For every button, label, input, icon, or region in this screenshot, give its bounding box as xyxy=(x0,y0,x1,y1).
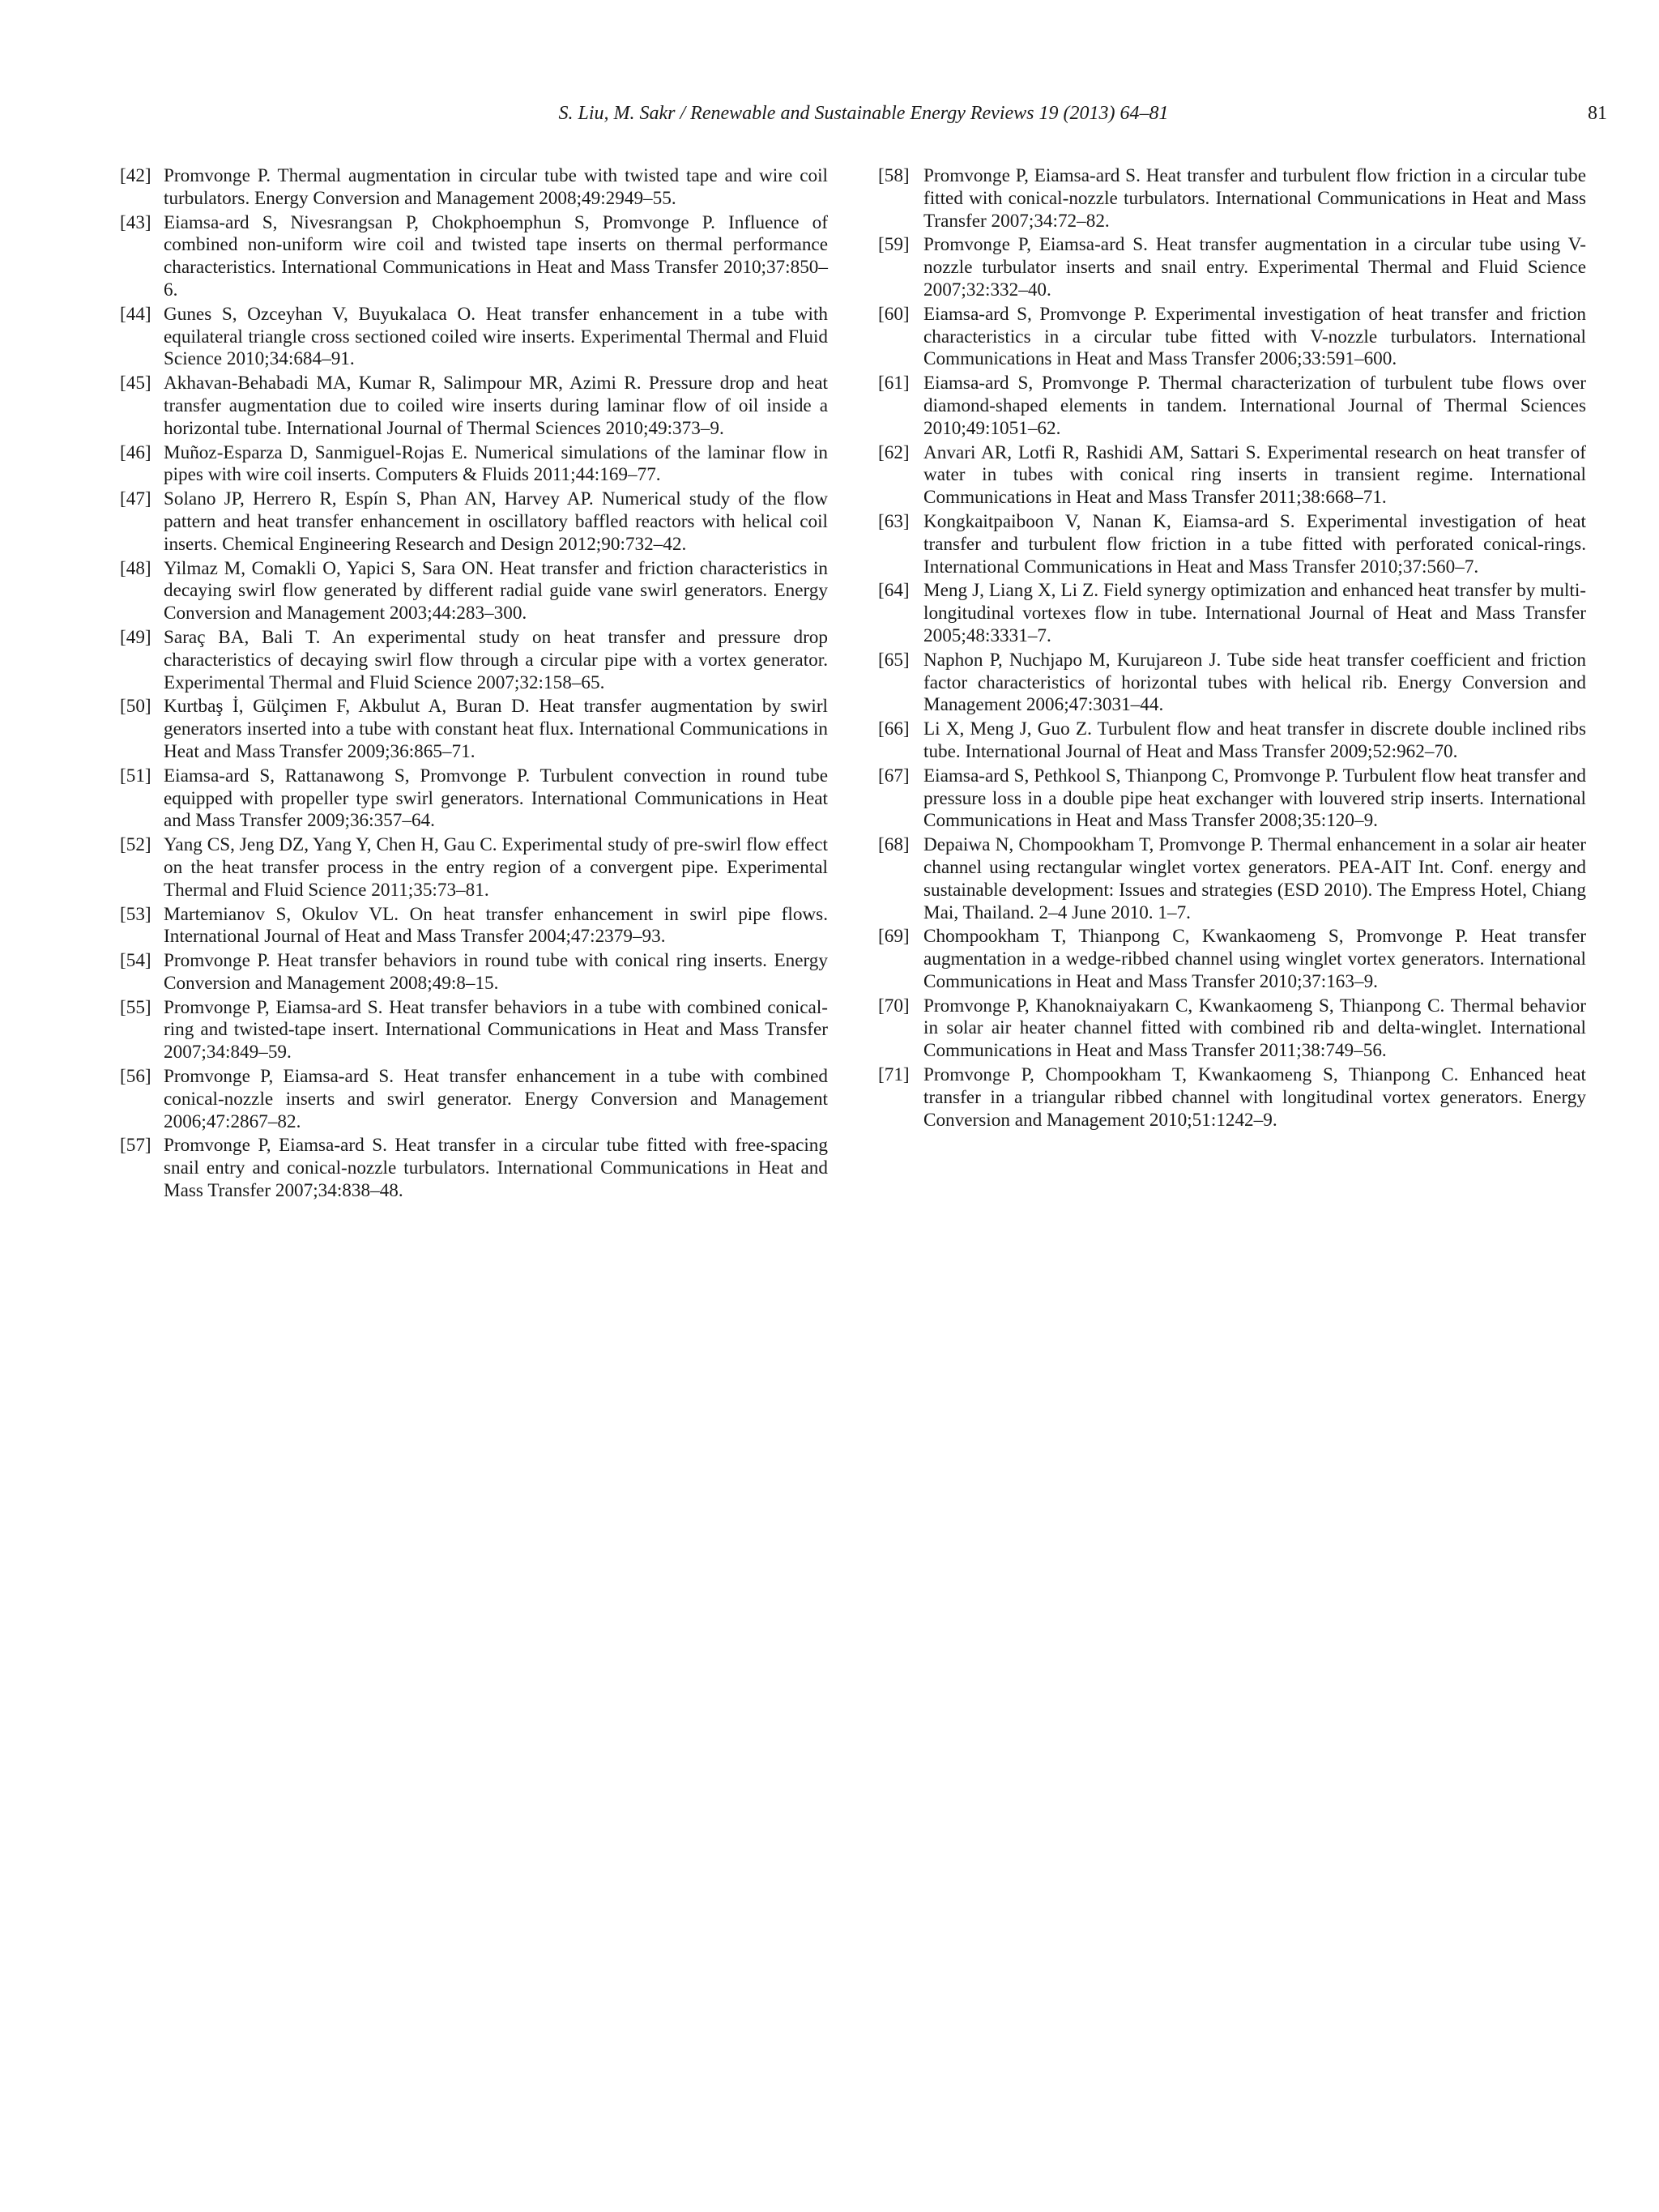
reference-item xyxy=(120,212,828,302)
reference-item xyxy=(120,627,828,694)
reference-item xyxy=(120,1066,828,1133)
reference-number: [58] xyxy=(878,165,910,186)
reference-item xyxy=(878,718,1586,764)
journal-citation: S. Liu, M. Sakr / Renewable and Sustainable Energy Reviews 19 (2013) 64–81 xyxy=(558,103,1169,124)
reference-text: Eiamsa-ard S, Rattanawong S, Promvonge P. Turbulent convection in round tube equipped with propeller type swirl generators. International Communications in Heat and Mass Transfer 2009;36:357–64. xyxy=(164,765,828,832)
reference-text: Meng J, Liang X, Li Z. Field synergy optimization and enhanced heat transfer by multi-longitudinal vortexes flow in tube. International Journal of Heat and Mass Transfer 2005;48:3331–7. xyxy=(923,580,1586,646)
reference-number: [53] xyxy=(120,903,151,925)
reference-item xyxy=(878,650,1586,717)
reference-number: [54] xyxy=(120,950,151,972)
reference-item xyxy=(120,696,828,763)
reference-text: Yang CS, Jeng DZ, Yang Y, Chen H, Gau C. Experimental study of pre-swirl flow effect on the heat transfer process in the entry region of a convergent pipe. Experimental Thermal and Fluid Science 2011;35:73–81. xyxy=(164,834,828,901)
reference-number: [42] xyxy=(120,165,151,186)
reference-item xyxy=(120,304,828,371)
reference-number: [44] xyxy=(120,303,151,325)
reference-item xyxy=(878,442,1586,509)
reference-item xyxy=(120,558,828,625)
reference-number: [43] xyxy=(120,211,151,233)
reference-item xyxy=(878,995,1586,1063)
reference-item xyxy=(878,834,1586,924)
reference-text: Promvonge P, Eiamsa-ard S. Heat transfer augmentation in a circular tube using V-nozzle turbulator inserts and snail entry. Experimental Thermal and Fluid Science 2007;32:332–40. xyxy=(923,234,1586,300)
reference-text: Anvari AR, Lotfi R, Rashidi AM, Sattari S. Experimental research on heat transfer of water in tubes with conical ring inserts in transient regime. International Communications in Heat and Mass Transfer 2011;38:668–71. xyxy=(923,441,1586,509)
running-head xyxy=(120,99,1607,128)
reference-item xyxy=(120,997,828,1064)
reference-number: [45] xyxy=(120,373,151,394)
reference-number: [66] xyxy=(878,718,910,740)
reference-text: Promvonge P, Khanoknaiyakarn C, Kwankaomeng S, Thianpong C. Thermal behavior in solar air heater channel fitted with combined rib and delta-winglet. International Communications in Heat and Mass Transfer 2011;38:749–56. xyxy=(923,995,1586,1062)
reference-item xyxy=(878,304,1586,371)
reference-item xyxy=(878,165,1586,232)
reference-number: [63] xyxy=(878,510,910,532)
reference-text: Promvonge P. Thermal augmentation in circular tube with twisted tape and wire coil turbulators. Energy Conversion and Management 2008;49:2949–55. xyxy=(164,165,828,209)
reference-text: Promvonge P, Eiamsa-ard S. Heat transfer behaviors in a tube with combined conical-ring and twisted-tape insert. International Communications in Heat and Mass Transfer 2007;34:849–59. xyxy=(164,996,828,1063)
reference-number: [64] xyxy=(878,580,910,602)
reference-text: Kurtbaş İ, Gülçimen F, Akbulut A, Buran D. Heat transfer augmentation by swirl generators inserted into a tube with constant heat flux. International Communications in Heat and Mass Transfer 2009;36:865–71. xyxy=(164,696,828,762)
reference-text: Eiamsa-ard S, Promvonge P. Thermal characterization of turbulent tube flows over diamond-shaped elements in tandem. International Journal of Thermal Sciences 2010;49:1051–62. xyxy=(923,373,1586,439)
reference-number: [61] xyxy=(878,373,910,394)
reference-number: [60] xyxy=(878,303,910,325)
reference-text: Saraç BA, Bali T. An experimental study on heat transfer and pressure drop characteristics of decaying swirl flow through a circular pipe with a vortex generator. Experimental Thermal and Fluid Science 2007;32:158–65. xyxy=(164,626,828,693)
reference-text: Yilmaz M, Comakli O, Yapici S, Sara ON. Heat transfer and friction characteristics in decaying swirl flow generated by different radial guide vane swirl generators. Energy Conversion and Management 2003;44:283–300. xyxy=(164,557,828,624)
reference-item xyxy=(120,442,828,488)
reference-item xyxy=(120,904,828,949)
reference-column-left xyxy=(120,165,828,1204)
reference-number: [55] xyxy=(120,996,151,1018)
reference-item xyxy=(878,511,1586,578)
reference-item xyxy=(120,765,828,833)
reference-text: Li X, Meng J, Guo Z. Turbulent flow and heat transfer in discrete double inclined ribs tube. International Journal of Heat and Mass Transfer 2009;52:962–70. xyxy=(923,718,1586,762)
reference-item xyxy=(878,1064,1586,1132)
reference-number: [70] xyxy=(878,995,910,1016)
reference-item xyxy=(120,373,828,440)
page-number: 81 xyxy=(1588,103,1607,124)
reference-text: Promvonge P, Eiamsa-ard S. Heat transfer enhancement in a tube with combined conical-nozzle inserts and swirl generator. Energy Conversion and Management 2006;47:2867–82. xyxy=(164,1066,828,1132)
reference-number: [48] xyxy=(120,557,151,579)
reference-number: [67] xyxy=(878,765,910,786)
reference-number: [59] xyxy=(878,234,910,256)
reference-number: [57] xyxy=(120,1135,151,1157)
reference-text: Promvonge P, Eiamsa-ard S. Heat transfer and turbulent flow friction in a circular tube fitted with conical-nozzle turbulators. International Communications in Heat and Mass Transfer 2007;34:72–82. xyxy=(923,165,1586,232)
reference-item xyxy=(120,488,828,556)
reference-number: [69] xyxy=(878,926,910,948)
reference-text: Muñoz-Esparza D, Sanmiguel-Rojas E. Numerical simulations of the laminar flow in pipes with wire coil inserts. Computers & Fluids 2011;44:169–77. xyxy=(164,441,828,486)
reference-item xyxy=(878,234,1586,301)
reference-number: [46] xyxy=(120,441,151,463)
reference-text: Martemianov S, Okulov VL. On heat transfer enhancement in swirl pipe flows. International Journal of Heat and Mass Transfer 2004;47:2379–93. xyxy=(164,903,828,948)
reference-item xyxy=(878,373,1586,440)
reference-number: [51] xyxy=(120,765,151,786)
reference-text: Eiamsa-ard S, Nivesrangsan P, Chokphoemphun S, Promvonge P. Influence of combined non-uniform wire coil and twisted tape inserts on thermal performance characteristics. International Communications in Heat and Mass Transfer 2010;37:850–6. xyxy=(164,211,828,300)
reference-number: [62] xyxy=(878,441,910,463)
reference-item xyxy=(878,765,1586,833)
reference-number: [65] xyxy=(878,649,910,671)
reference-number: [71] xyxy=(878,1064,910,1086)
reference-item xyxy=(878,926,1586,993)
reference-text: Eiamsa-ard S, Pethkool S, Thianpong C, Promvonge P. Turbulent flow heat transfer and pressure loss in a double pipe heat exchanger with louvered strip inserts. International Communications in Heat and Mass Transfer 2008;35:120–9. xyxy=(923,765,1586,832)
reference-text: Eiamsa-ard S, Promvonge P. Experimental investigation of heat transfer and friction characteristics in a circular tube fitted with V-nozzle turbulators. International Communications in Heat and Mass Transfer 2006;33:591–600. xyxy=(923,303,1586,370)
reference-text: Chompookham T, Thianpong C, Kwankaomeng S, Promvonge P. Heat transfer augmentation in a wedge-ribbed channel using winglet vortex generators. International Communications in Heat and Mass Transfer 2010;37:163–9. xyxy=(923,926,1586,992)
reference-text: Solano JP, Herrero R, Espín S, Phan AN, Harvey AP. Numerical study of the flow pattern and heat transfer enhancement in oscillatory baffled reactors with helical coil inserts. Chemical Engineering Research and Design 2012;90:732–42. xyxy=(164,488,828,555)
reference-number: [49] xyxy=(120,626,151,648)
reference-number: [50] xyxy=(120,696,151,718)
reference-number: [56] xyxy=(120,1066,151,1088)
reference-text: Promvonge P. Heat transfer behaviors in round tube with conical ring inserts. Energy Conversion and Management 2008;49:8–15. xyxy=(164,950,828,994)
reference-list-left xyxy=(120,165,828,1203)
reference-item xyxy=(120,1135,828,1202)
reference-item xyxy=(120,165,828,211)
reference-item xyxy=(120,950,828,995)
reference-text: Depaiwa N, Chompookham T, Promvonge P. Thermal enhancement in a solar air heater channel using rectangular winglet vortex generators. PEA-AIT Int. Conf. energy and sustainable development: Issues and strategies (ESD 2010). The Empress Hotel, Chiang Mai, Thailand. 2–4 June 2010. 1–7. xyxy=(923,834,1586,923)
reference-item xyxy=(878,580,1586,647)
reference-text: Promvonge P, Eiamsa-ard S. Heat transfer in a circular tube fitted with free-spacing snail entry and conical-nozzle turbulators. International Communications in Heat and Mass Transfer 2007;34:838–48. xyxy=(164,1135,828,1202)
reference-list-right xyxy=(878,165,1586,1132)
reference-text: Akhavan-Behabadi MA, Kumar R, Salimpour MR, Azimi R. Pressure drop and heat transfer augmentation due to coiled wire inserts during laminar flow of oil inside a horizontal tube. International Journal of Thermal Sciences 2010;49:373–9. xyxy=(164,373,828,439)
reference-column-right xyxy=(878,165,1586,1133)
reference-number: [47] xyxy=(120,488,151,510)
reference-text: Gunes S, Ozceyhan V, Buyukalaca O. Heat transfer enhancement in a tube with equilateral triangle cross sectioned coiled wire inserts. Experimental Thermal and Fluid Science 2010;34:684–91. xyxy=(164,303,828,370)
reference-text: Naphon P, Nuchjapo M, Kurujareon J. Tube side heat transfer coefficient and friction factor characteristics of horizontal tubes with helical rib. Energy Conversion and Management 2006;47:3031–44. xyxy=(923,649,1586,716)
reference-text: Promvonge P, Chompookham T, Kwankaomeng S, Thianpong C. Enhanced heat transfer in a triangular ribbed channel with longitudinal vortex generators. Energy Conversion and Management 2010;51:1242–9. xyxy=(923,1064,1586,1131)
reference-number: [52] xyxy=(120,834,151,856)
reference-text: Kongkaitpaiboon V, Nanan K, Eiamsa-ard S. Experimental investigation of heat transfer and turbulent flow friction in a tube fitted with perforated conical-rings. International Communications in Heat and Mass Transfer 2010;37:560–7. xyxy=(923,510,1586,578)
reference-number: [68] xyxy=(878,834,910,856)
reference-item xyxy=(120,834,828,901)
